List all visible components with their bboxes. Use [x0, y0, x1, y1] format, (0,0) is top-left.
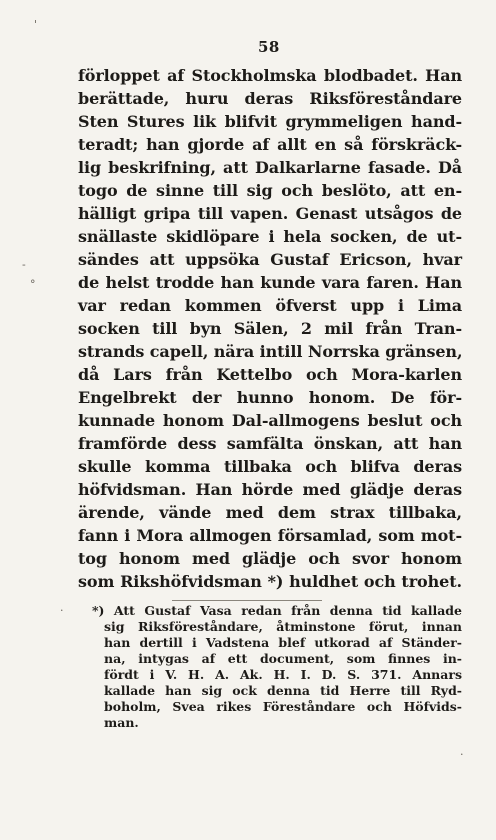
- footnote-line: man.: [104, 715, 139, 730]
- text-line: höfvidsman. Han hörde med glädje deras: [78, 480, 462, 499]
- footnote-block: [92, 603, 462, 731]
- footnote-divider: [172, 600, 322, 601]
- text-line: ärende, vände med dem strax tillbaka,: [78, 503, 462, 522]
- text-line: socken till byn Sälen, 2 mil från Tran-: [78, 319, 462, 338]
- text-line: Engelbrekt der hunno honom. De för-: [78, 388, 462, 407]
- text-line: tog honom med glädje och svor honom: [78, 549, 462, 568]
- text-line: då Lars från Kettelbo och Mora-karlen: [78, 365, 462, 384]
- margin-mark: .: [460, 745, 464, 758]
- text-line: de helst trodde han kunde vara faren. Han: [78, 273, 462, 292]
- main-text-block: [78, 64, 462, 593]
- text-line: togo de sinne till sig och beslöto, att en-: [78, 181, 462, 200]
- text-line: strands capell, nära intill Norrska gränsen,: [78, 342, 463, 361]
- text-line: snällaste skidlöpare i hela socken, de ut-: [78, 227, 462, 246]
- footnote-line: na, intygas af ett document, som finnes in-: [104, 651, 462, 666]
- footnote-line: boholm, Svea rikes Föreståndare och Höfvids-: [104, 699, 462, 714]
- margin-mark: ·: [60, 604, 64, 617]
- text-line: framförde dess samfälta önskan, att han: [78, 434, 462, 453]
- text-line: sändes att uppsöka Gustaf Ericson, hvar: [78, 250, 462, 269]
- margin-mark: ': [34, 18, 38, 31]
- footnote-line: han dertill i Vadstena blef utkorad af Ständer-: [104, 635, 462, 650]
- text-line: som Rikshöfvidsman *) huldhet och trohet.: [78, 572, 462, 591]
- text-line: fann i Mora allmogen församlad, som mot-: [78, 526, 462, 545]
- text-line: teradt; han gjorde af allt en så förskräck-: [78, 135, 462, 154]
- text-line: förloppet af Stockholmska blodbadet. Han: [78, 66, 462, 85]
- footnote-line: *) Att Gustaf Vasa redan från denna tid kallade: [92, 603, 462, 618]
- text-line: skulle komma tillbaka och blifva deras: [78, 457, 462, 476]
- margin-mark: °: [30, 278, 36, 291]
- text-line: lig beskrifning, att Dalkarlarne fasade. Då: [78, 158, 462, 177]
- margin-mark: -: [22, 258, 26, 271]
- text-line: hälligt gripa till vapen. Genast utsågos de: [78, 204, 462, 223]
- footnote-line: sig Riksföreståndare, åtminstone förut, innan: [104, 619, 462, 634]
- footnote-line: fördt i V. H. A. Ak. H. I. D. S. 371. Annars: [104, 667, 462, 682]
- footnote-line: kallade han sig ock denna tid Herre till Ryd-: [104, 683, 462, 698]
- page-number: 58: [258, 38, 280, 56]
- text-line: Sten Stures lik blifvit grymmeligen hand-: [78, 112, 462, 131]
- text-line: kunnade honom Dal-allmogens beslut och: [78, 411, 462, 430]
- text-line: berättade, huru deras Riksföreståndare: [78, 89, 462, 108]
- text-line: var redan kommen öfverst upp i Lima: [78, 296, 462, 315]
